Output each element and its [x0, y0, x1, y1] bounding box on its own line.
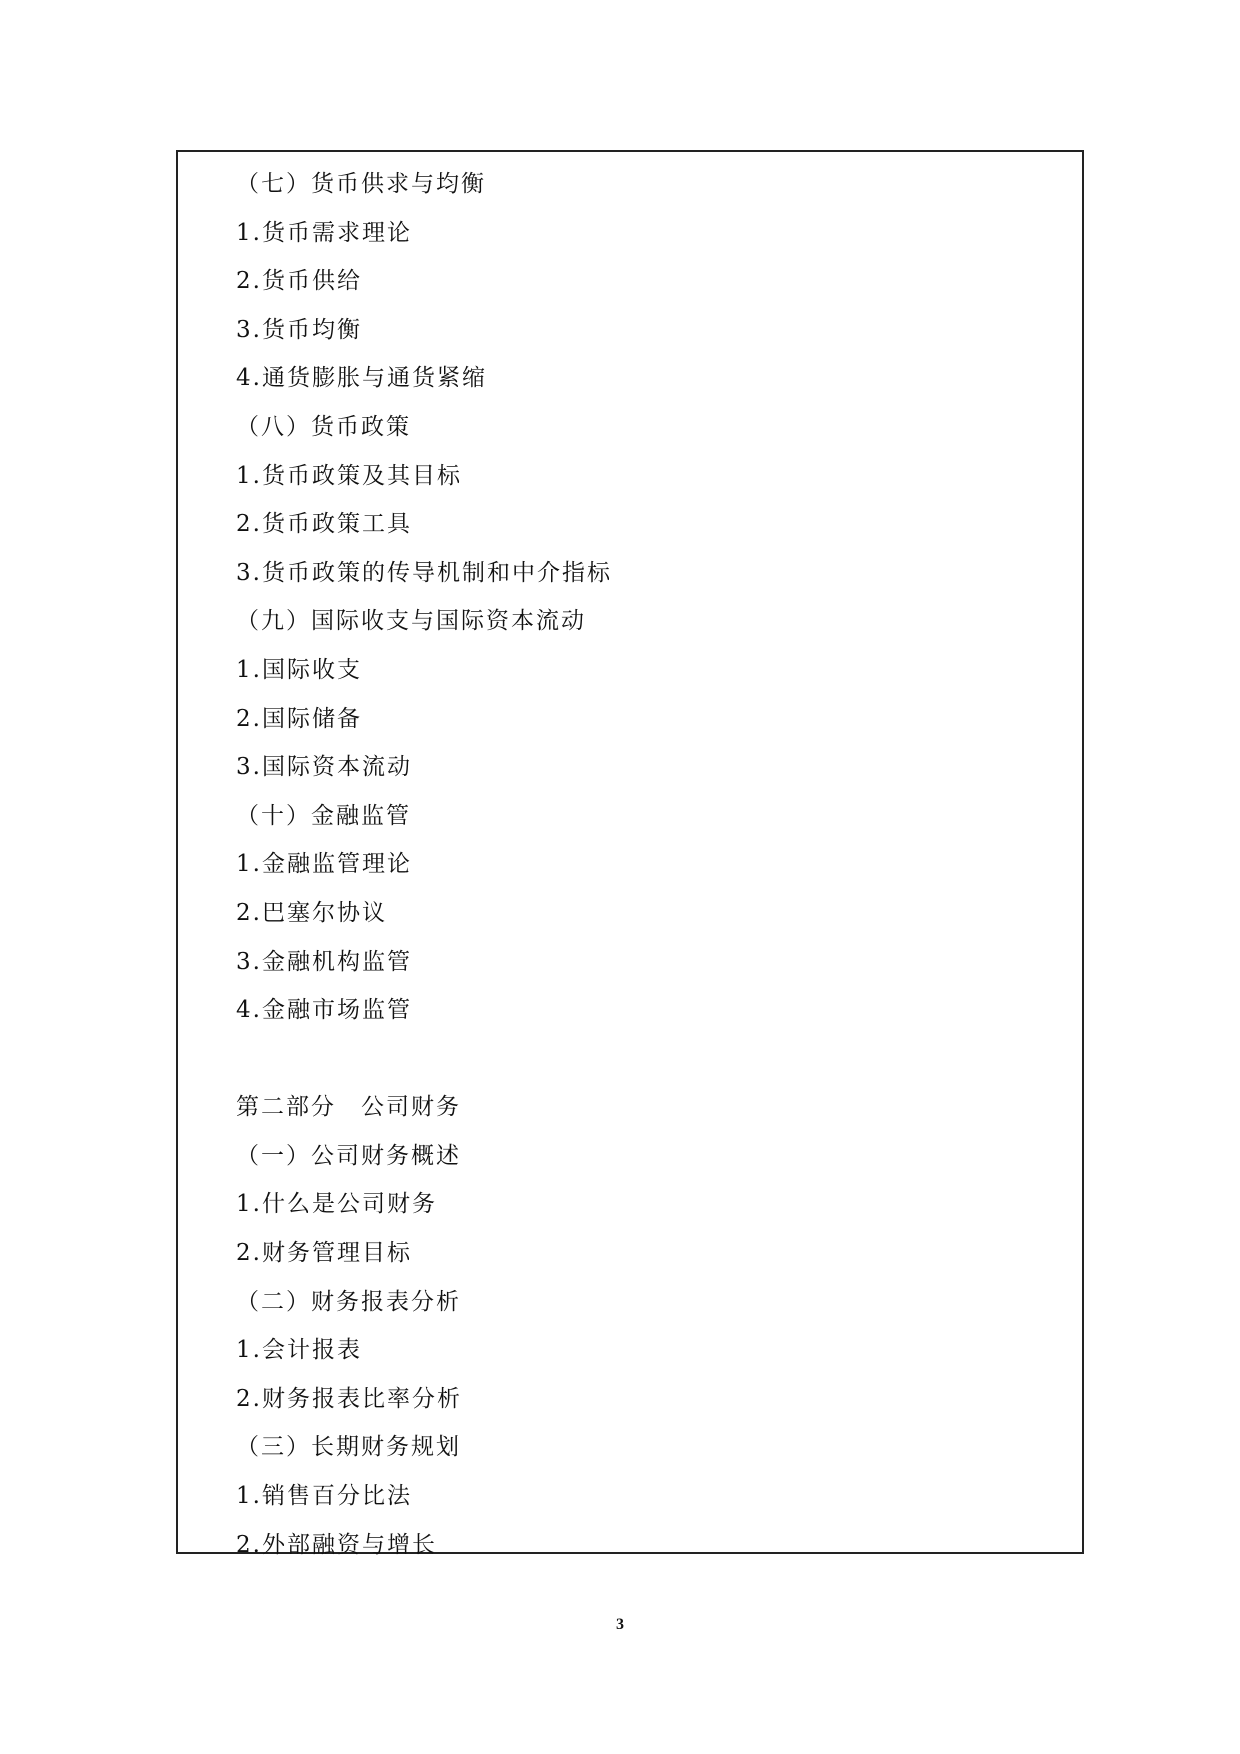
- section-heading: （三）长期财务规划: [236, 1434, 461, 1461]
- content-box: [176, 150, 1084, 1558]
- list-item: 3.货币均衡: [236, 316, 362, 343]
- blank-line: [236, 1035, 1062, 1084]
- list-item: 1.销售百分比法: [236, 1483, 412, 1510]
- list-item: 2.财务报表比率分析: [236, 1385, 462, 1412]
- list-item: 3.货币政策的传导机制和中介指标: [236, 559, 612, 586]
- list-item: 3.国际资本流动: [236, 754, 412, 781]
- list-item: 2.巴塞尔协议: [236, 899, 387, 926]
- list-item: 2.货币供给: [236, 268, 362, 295]
- section-heading: （一）公司财务概述: [236, 1142, 461, 1169]
- section-heading: （九）国际收支与国际资本流动: [236, 608, 586, 635]
- section-heading: （七）货币供求与均衡: [236, 171, 486, 197]
- list-item: 4.通货膨胀与通货紧缩: [236, 365, 487, 392]
- page-number: 3: [616, 1616, 624, 1633]
- list-item: 1.会计报表: [236, 1337, 362, 1364]
- list-item: 1.什么是公司财务: [236, 1191, 437, 1218]
- list-item: 1.金融监管理论: [236, 851, 412, 878]
- outline-list: [236, 160, 1062, 1569]
- section-heading: （十）金融监管: [236, 802, 411, 829]
- list-item: 1.货币政策及其目标: [236, 462, 462, 489]
- list-item: 2.财务管理目标: [236, 1240, 412, 1267]
- list-item: 2.国际储备: [236, 705, 362, 732]
- section-heading: （八）货币政策: [236, 413, 411, 440]
- list-item: 4.金融市场监管: [236, 997, 412, 1024]
- list-item: 3.金融机构监管: [236, 948, 412, 975]
- list-item: 2.货币政策工具: [236, 511, 412, 538]
- part-heading: 第二部分 公司财务: [236, 1094, 461, 1121]
- list-item: 2.外部融资与增长: [236, 1531, 437, 1558]
- section-heading: （二）财务报表分析: [236, 1288, 461, 1315]
- list-item: 1.国际收支: [236, 656, 362, 683]
- list-item: 1.货币需求理论: [236, 219, 412, 246]
